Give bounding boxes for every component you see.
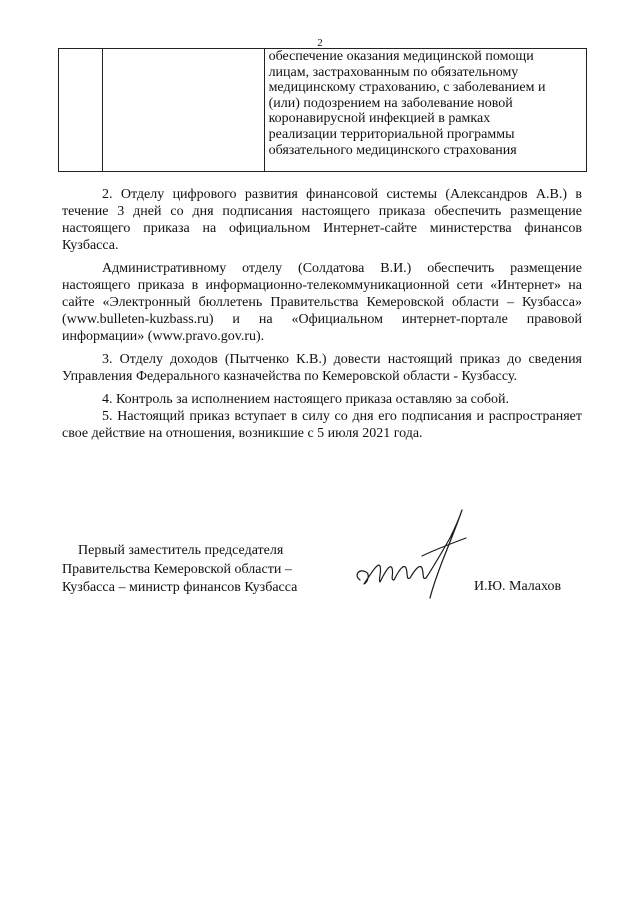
cell-line: обеспечение оказания медицинской помощи [268, 49, 534, 64]
table-cell-name [103, 49, 265, 172]
cell-line: (или) подозрением на заболевание новой [268, 95, 513, 111]
signatory-title-line: Первый заместитель председателя [78, 543, 284, 558]
paragraph-item-5: 5. Настоящий приказ вступает в силу со дня его подписания и распространяет свое действие на отношения, возникшие с 5 июля 2021 года. [62, 409, 582, 441]
table-cell-number [59, 49, 103, 172]
cell-line: лицам, застрахованным по обязательному [268, 64, 519, 80]
paragraph-admin-department: Административному отделу (Солдатова В.И.) обеспечить размещение настоящего приказа в информационно-телекоммуникационной сети «Интернет» на сайте «Электронный бюллетень Правительства Кемеровской области – Кузбасса» (www.bulleten-kuzbass.ru) и на «Официальном интернет-портале правовой информации» (www.pravo.gov.ru). [62, 261, 582, 344]
table-row [59, 49, 587, 172]
handwritten-signature [350, 502, 480, 602]
signatory-title-line: Правительства Кемеровской области – [62, 561, 292, 577]
table-cell-description [264, 49, 586, 172]
document-body [62, 186, 582, 442]
page-number: 2 [317, 37, 323, 49]
cell-line: реализации территориальной программы [268, 126, 515, 142]
cell-line: коронавирусной инфекцией в рамках [268, 111, 491, 127]
cell-line: обязательного медицинского страхования [268, 142, 517, 158]
signatory-name: И.Ю. Малахов [474, 579, 562, 594]
signatory-title-line: Кузбасса – министр финансов Кузбасса [62, 580, 298, 595]
cell-line: медицинскому страхованию, с заболеванием и [268, 80, 546, 96]
paragraph-item-4: 4. Контроль за исполнением настоящего приказа оставляю за собой. [102, 392, 510, 407]
paragraph-item-2: 2. Отделу цифрового развития финансовой системы (Александров А.В.) в течение 3 дней со дня подписания настоящего приказа обеспечить размещение настоящего приказа на официальном Интернет-сайте министерства финансов Кузбасса. [62, 187, 582, 253]
signatory-title [62, 542, 322, 598]
paragraph-item-3: 3. Отделу доходов (Пытченко К.В.) довести настоящий приказ до сведения Управления Федерального казначейства по Кемеровской области - Кузбассу. [62, 352, 582, 384]
continued-table [58, 48, 587, 172]
